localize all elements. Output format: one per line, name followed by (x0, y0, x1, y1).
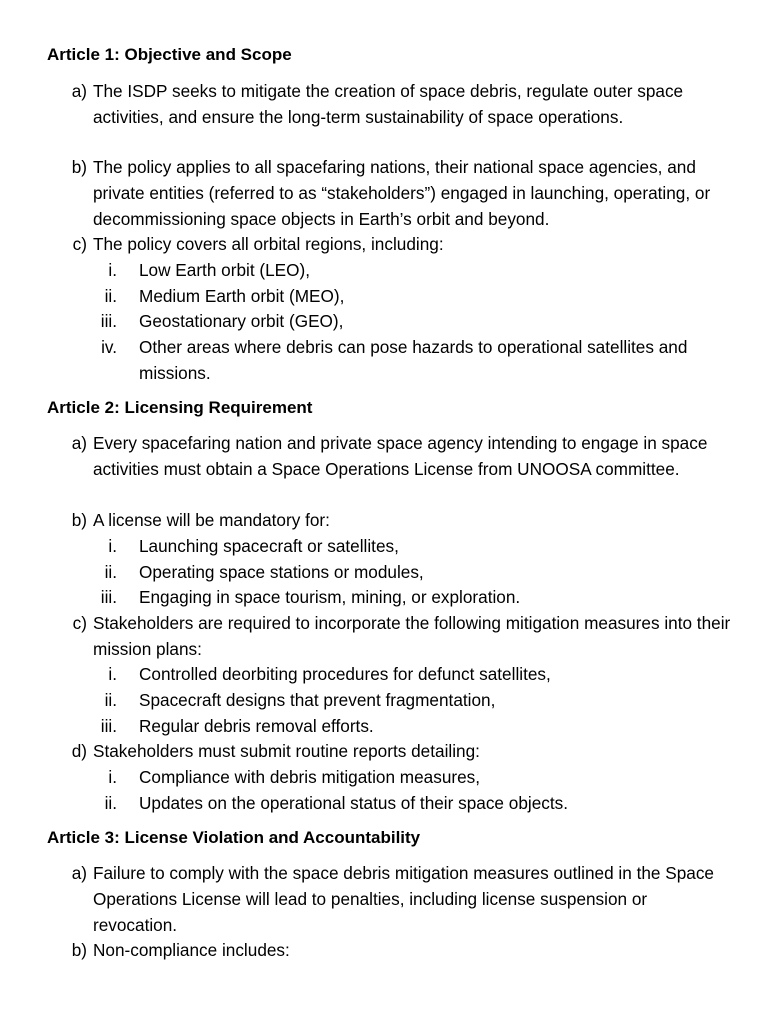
sublist-marker: ii. (104, 286, 117, 306)
sublist-marker: ii. (104, 793, 117, 813)
article-1-item-c-ii (104, 284, 729, 310)
sublist-marker: ii. (104, 562, 117, 582)
list-item-text: A license will be mandatory for: (93, 510, 330, 530)
article-3-heading: Article 3: License Violation and Accountability (47, 828, 421, 847)
list-item-text: The policy applies to all spacefaring nations, their national space agencies, and private entities (referred to as “stakeholders”) engaged in launching, operating, or decommissioning space objects in Earth’s orbit and beyond. (93, 157, 711, 229)
list-marker: a) (71, 81, 87, 101)
article-2-item-c-i (108, 662, 729, 688)
article-1-item-b (71, 155, 733, 232)
sublist-marker: i. (108, 260, 117, 280)
sublist-marker: iii. (100, 311, 117, 331)
article-2-item-b-ii (104, 560, 729, 586)
sublist-item-text: Controlled deorbiting procedures for defunct satellites, (139, 664, 551, 684)
article-2-heading: Article 2: Licensing Requirement (47, 398, 313, 417)
list-item-text: Failure to comply with the space debris mitigation measures outlined in the Space Operations License will lead to penalties, including license suspension or revocation. (93, 863, 714, 935)
article-1-item-c-iv (101, 335, 729, 387)
sublist-item-text: Other areas where debris can pose hazards to operational satellites and missions. (139, 337, 688, 383)
list-marker: c) (72, 613, 87, 633)
list-item-text: Stakeholders must submit routine reports detailing: (93, 741, 480, 761)
article-2-item-d-i (108, 765, 729, 791)
sublist-marker: iv. (101, 337, 117, 357)
list-marker: b) (71, 940, 87, 960)
article-2-item-b-iii (100, 585, 729, 611)
article-2-item-d (71, 739, 733, 765)
list-marker: b) (71, 510, 87, 530)
sublist-marker: iii. (100, 716, 117, 736)
sublist-item-text: Compliance with debris mitigation measures, (139, 767, 481, 787)
list-marker: c) (72, 234, 87, 254)
sublist-marker: i. (108, 664, 117, 684)
sublist-marker: ii. (104, 690, 117, 710)
list-marker: a) (71, 433, 87, 453)
article-1-heading: Article 1: Objective and Scope (47, 45, 292, 64)
article-3-item-a (71, 861, 733, 938)
article-3-item-b (71, 938, 733, 964)
article-1-item-c-iii (100, 309, 729, 335)
article-1-item-a (71, 79, 733, 131)
article-2-item-c-iii (100, 714, 729, 740)
sublist-marker: i. (108, 767, 117, 787)
article-2-item-b (71, 508, 733, 534)
article-2-item-b-i (108, 534, 729, 560)
list-item-text: Stakeholders are required to incorporate the following mitigation measures into their mission plans: (93, 613, 731, 659)
article-2-item-d-ii (104, 791, 729, 817)
sublist-item-text: Medium Earth orbit (MEO), (139, 286, 345, 306)
list-marker: b) (71, 157, 87, 177)
sublist-marker: i. (108, 536, 117, 556)
article-2-item-a (71, 431, 733, 483)
sublist-item-text: Geostationary orbit (GEO), (139, 311, 344, 331)
list-item-text: The policy covers all orbital regions, including: (93, 234, 444, 254)
list-item-text: Non-compliance includes: (93, 940, 290, 960)
sublist-item-text: Launching spacecraft or satellites, (139, 536, 399, 556)
sublist-item-text: Spacecraft designs that prevent fragmentation, (139, 690, 496, 710)
sublist-item-text: Engaging in space tourism, mining, or exploration. (139, 587, 521, 607)
article-1-item-c (72, 232, 733, 258)
sublist-item-text: Operating space stations or modules, (139, 562, 424, 582)
list-marker: d) (71, 741, 87, 761)
list-item-text: The ISDP seeks to mitigate the creation of space debris, regulate outer space activities, and ensure the long-term sustainability of space operations. (93, 81, 684, 127)
article-2-item-c (72, 611, 733, 663)
list-marker: a) (71, 863, 87, 883)
list-item-text: Every spacefaring nation and private space agency intending to engage in space activities must obtain a Space Operations License from UNOOSA committee. (93, 433, 708, 479)
article-1-item-c-i (108, 258, 729, 284)
article-2-item-c-ii (104, 688, 729, 714)
sublist-item-text: Regular debris removal efforts. (139, 716, 374, 736)
sublist-item-text: Updates on the operational status of their space objects. (139, 793, 568, 813)
sublist-marker: iii. (100, 587, 117, 607)
sublist-item-text: Low Earth orbit (LEO), (139, 260, 310, 280)
